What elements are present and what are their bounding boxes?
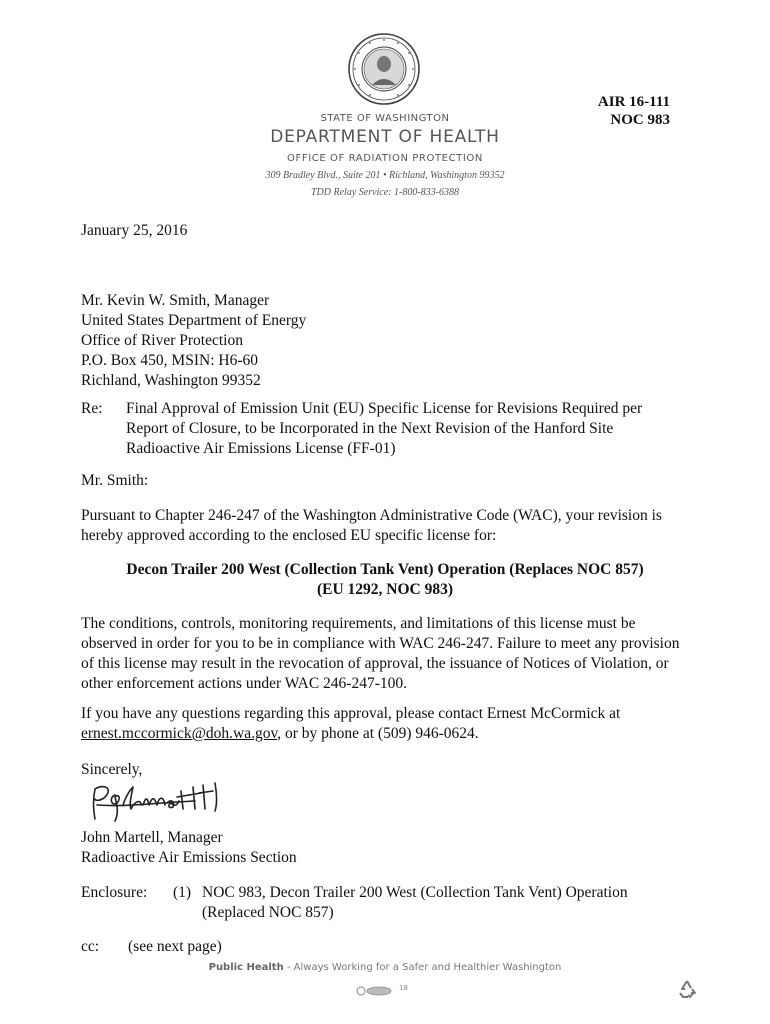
paragraph-line: observed in order for you to be in compliance with WAC 246-247. Failure to meet any provision	[81, 635, 680, 652]
recipient-line: United States Department of Energy	[81, 312, 307, 329]
recipient-line: Office of River Protection	[81, 332, 243, 349]
email-link[interactable]: ernest.mccormick@doh.wa.gov	[81, 725, 278, 742]
subject-label: Re:	[81, 400, 103, 417]
paragraph-approval	[81, 506, 662, 546]
phone-text: , or by phone at (509) 946-0624.	[277, 725, 479, 742]
letterhead-address: 309 Bradley Blvd., Suite 201 • Richland, Washington 99352	[265, 170, 505, 181]
license-title	[0, 560, 770, 600]
union-label-logo	[355, 984, 411, 996]
subject-line: Radioactive Air Emissions License (FF-01)	[126, 440, 396, 457]
paragraph-line	[81, 724, 620, 744]
letterhead-state: STATE OF WASHINGTON	[320, 113, 450, 124]
signer-block	[81, 828, 297, 868]
enclosure-line: NOC 983, Decon Trailer 200 West (Collection Tank Vent) Operation	[202, 884, 628, 901]
recycle-icon	[676, 978, 698, 1000]
footer-bold: Public Health	[208, 962, 284, 973]
enclosure-number: (1)	[173, 884, 192, 901]
cc-label: cc:	[81, 938, 100, 955]
state-seal-logo	[348, 33, 420, 105]
subject-line: Report of Closure, to be Incorporated in the Next Revision of the Hanford Site	[126, 420, 614, 437]
union-mark-number: 18	[399, 984, 408, 992]
signer-name: John Martell, Manager	[81, 829, 223, 846]
paragraph-conditions	[81, 614, 680, 694]
closing: Sincerely,	[81, 761, 143, 778]
letter-date: January 25, 2016	[81, 222, 188, 239]
paragraph-line: of this license may result in the revocation of approval, the issuance of Notices of Violation, or	[81, 655, 669, 672]
paragraph-contact	[81, 704, 620, 744]
letterhead-office: OFFICE OF RADIATION PROTECTION	[287, 153, 483, 164]
recipient-line: Mr. Kevin W. Smith, Manager	[81, 292, 270, 309]
paragraph-line: The conditions, controls, monitoring requirements, and limitations of this license must be	[81, 615, 636, 632]
paragraph-line: other enforcement actions under WAC 246-247-100.	[81, 675, 407, 692]
paragraph-line: If you have any questions regarding this approval, please contact Ernest McCormick at	[81, 705, 621, 722]
air-number: AIR 16-111	[597, 94, 670, 110]
paragraph-line: hereby approved according to the enclosed EU specific license for:	[81, 527, 497, 544]
letterhead-department: DEPARTMENT OF HEALTH	[270, 127, 500, 147]
handwritten-signature	[85, 775, 245, 829]
footer-rest: - Always Working for a Safer and Healthier Washington	[283, 962, 562, 973]
enclosure-label: Enclosure:	[81, 884, 148, 901]
recipient-address	[81, 291, 306, 391]
subject-line: Final Approval of Emission Unit (EU) Specific License for Revisions Required per	[126, 400, 643, 417]
license-title-line: Decon Trailer 200 West (Collection Tank Vent) Operation (Replaces NOC 857)	[126, 561, 644, 578]
enclosure-line: (Replaced NOC 857)	[202, 904, 334, 921]
reference-block	[596, 93, 670, 129]
recipient-line: P.O. Box 450, MSIN: H6-60	[81, 352, 258, 369]
recipient-line: Richland, Washington 99352	[81, 372, 261, 389]
license-title-line: (EU 1292, NOC 983)	[316, 581, 454, 598]
enclosure-text	[202, 883, 628, 923]
letterhead-tdd: TDD Relay Service: 1-800-833-6388	[310, 187, 459, 198]
salutation: Mr. Smith:	[81, 472, 149, 489]
paragraph-line: Pursuant to Chapter 246-247 of the Washington Administrative Code (WAC), your revision is	[81, 507, 662, 524]
footer-tagline	[0, 962, 770, 973]
cc-text: (see next page)	[128, 938, 222, 955]
subject-text	[126, 399, 686, 459]
signer-title: Radioactive Air Emissions Section	[81, 849, 297, 866]
noc-number: NOC 983	[610, 112, 670, 128]
